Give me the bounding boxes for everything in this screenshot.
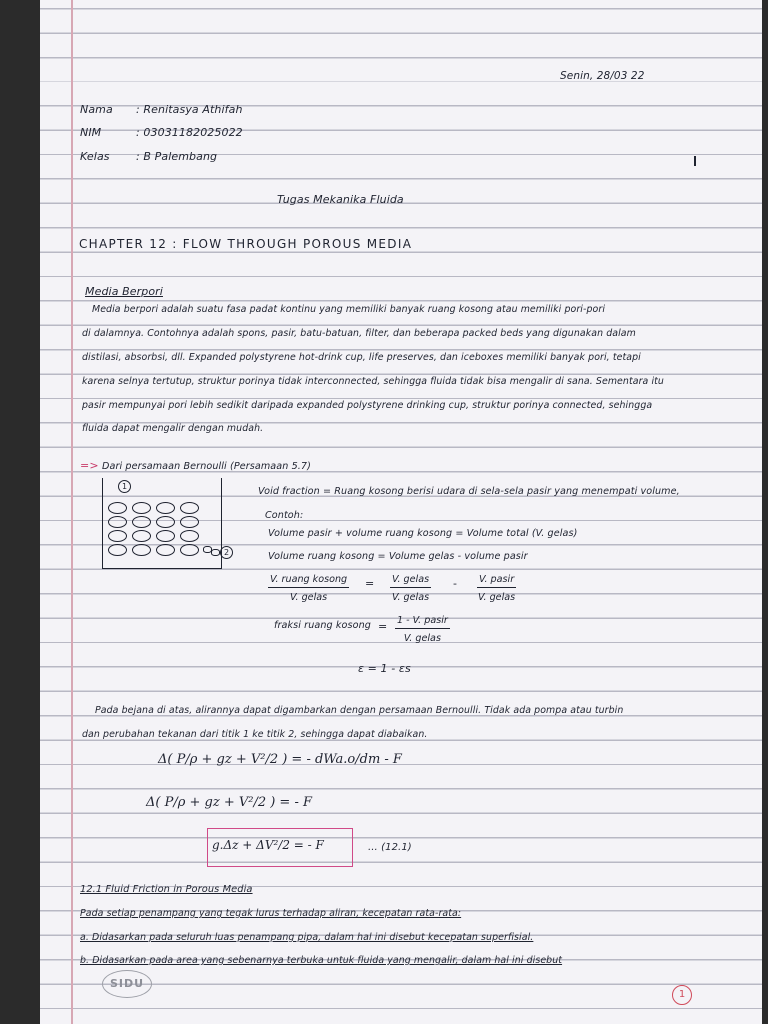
point-1-marker: 1: [118, 480, 131, 493]
sand-grain-icon: [180, 516, 199, 528]
value-nim: : 03031182025022: [136, 126, 243, 139]
sand-grain-icon: [108, 516, 127, 528]
notebook-brand-logo: SIDU: [102, 970, 152, 998]
fraction-gelas: [390, 574, 431, 603]
bernoulli-heading: Dari persamaan Bernoulli (Persamaan 5.7): [102, 461, 311, 472]
fraction-pasir: [477, 574, 516, 603]
epsilon-equation: ε = 1 - εs: [358, 662, 411, 675]
sand-grain-icon: [156, 530, 175, 542]
paragraph-line: pasir mempunyai pori lebih sedikit daripada expanded polystyrene drinking cup, struktur porinya connected, sehingga: [82, 400, 653, 411]
value-kelas: : B Palembang: [136, 150, 218, 163]
paragraph-line: dan perubahan tekanan dari titik 1 ke titik 2, sehingga dapat diabaikan.: [82, 729, 428, 740]
sand-grain-icon: [132, 530, 151, 542]
paragraph-line: b. Didasarkan pada area yang sebenarnya terbuka untuk fluida yang mengalir, dalam hal ini disebut: [80, 955, 563, 966]
page-number: 1: [672, 985, 692, 1005]
bernoulli-equation-3: g.Δz + ΔV²/2 = - F: [212, 838, 324, 852]
fraction-denominator: V. gelas: [392, 592, 430, 603]
paragraph-line: Media berpori adalah suatu fasa padat kontinu yang memiliki banyak ruang kosong atau memiliki pori-pori: [92, 304, 606, 315]
fraction-ruang-kosong: [268, 574, 349, 603]
sand-grain-icon: [180, 544, 199, 556]
pen-mark: [694, 156, 696, 166]
sand-grain-icon: [108, 502, 127, 514]
fraction-fraksi: [395, 615, 450, 644]
page-title: Tugas Mekanika Fluida: [277, 193, 404, 206]
section-heading-media-berpori: Media Berpori: [85, 285, 163, 298]
paragraph-line: fluida dapat mengalir dengan mudah.: [82, 423, 264, 434]
fraksi-label: fraksi ruang kosong: [274, 620, 371, 631]
bernoulli-equation-1: Δ( P/ρ + gz + V²/2 ) = - dWa.o/dm - F: [158, 752, 402, 767]
sand-grain-icon: [156, 544, 175, 556]
value-nama: : Renitasya Athifah: [136, 103, 243, 116]
fraction-numerator: V. ruang kosong: [268, 574, 349, 588]
volume-equation-1: Volume pasir + volume ruang kosong = Volume total (V. gelas): [268, 528, 578, 539]
sand-grain-icon: [132, 502, 151, 514]
chapter-heading: CHAPTER 12 : FLOW THROUGH POROUS MEDIA: [79, 237, 413, 251]
label-kelas: Kelas: [80, 150, 110, 163]
sand-grain-icon: [156, 516, 175, 528]
paragraph-line: distilasi, absorbsi, dll. Expanded polystyrene hot-drink cup, life preserves, dan iceboxes memiliki banyak pori, tetapi: [82, 352, 641, 363]
volume-equation-2: Volume ruang kosong = Volume gelas - volume pasir: [268, 551, 528, 562]
fraction-numerator: V. gelas: [390, 574, 431, 588]
notebook-page: [40, 0, 762, 1024]
bernoulli-equation-2: Δ( P/ρ + gz + V²/2 ) = - F: [146, 795, 313, 810]
contoh-label: Contoh:: [265, 510, 304, 521]
paragraph-line: Pada setiap penampang yang tegak lurus terhadap aliran, kecepatan rata-rata:: [80, 908, 462, 919]
date: Senin, 28/03 22: [560, 70, 645, 82]
arrow-icon: =>: [80, 459, 99, 472]
paragraph-line: a. Didasarkan pada seluruh luas penampang pipa, dalam hal ini disebut kecepatan superfisial.: [80, 932, 534, 943]
minus-sign: -: [453, 577, 457, 590]
paragraph-line: karena selnya tertutup, struktur porinya tidak interconnected, sehingga fluida tidak bisa mengalir di sana. Sementara itu: [82, 376, 664, 387]
fraction-denominator: V. gelas: [478, 592, 516, 603]
fraction-denominator: V. gelas: [403, 633, 441, 644]
sand-grain-icon: [108, 530, 127, 542]
outlet-icon: [211, 549, 220, 556]
sand-grain-icon: [108, 544, 127, 556]
void-fraction-definition: Void fraction = Ruang kosong berisi udara di sela-sela pasir yang menempati volume,: [258, 486, 680, 497]
sand-grain-icon: [180, 502, 199, 514]
sand-grain-icon: [132, 516, 151, 528]
fraction-numerator: V. pasir: [477, 574, 516, 588]
paragraph-line: Pada bejana di atas, alirannya dapat digambarkan dengan persamaan Bernoulli. Tidak ada pompa atau turbin: [95, 705, 624, 716]
equals-sign: =: [365, 577, 375, 590]
label-nama: Nama: [80, 103, 113, 116]
fraction-numerator: 1 - V. pasir: [395, 615, 450, 629]
margin-line: [71, 0, 73, 1024]
equals-sign: =: [378, 620, 388, 633]
point-2-marker: 2: [220, 546, 233, 559]
fraction-denominator: V. gelas: [290, 592, 328, 603]
sand-grain-icon: [156, 502, 175, 514]
sand-grain-icon: [180, 530, 199, 542]
equation-number: ... (12.1): [368, 842, 412, 853]
paragraph-line: di dalamnya. Contohnya adalah spons, pasir, batu-batuan, filter, dan beberapa packed beds yang digunakan dalam: [82, 328, 636, 339]
sand-grain-icon: [132, 544, 151, 556]
section-heading-fluid-friction: 12.1 Fluid Friction in Porous Media: [80, 884, 253, 895]
label-nim: NIM: [80, 126, 102, 139]
